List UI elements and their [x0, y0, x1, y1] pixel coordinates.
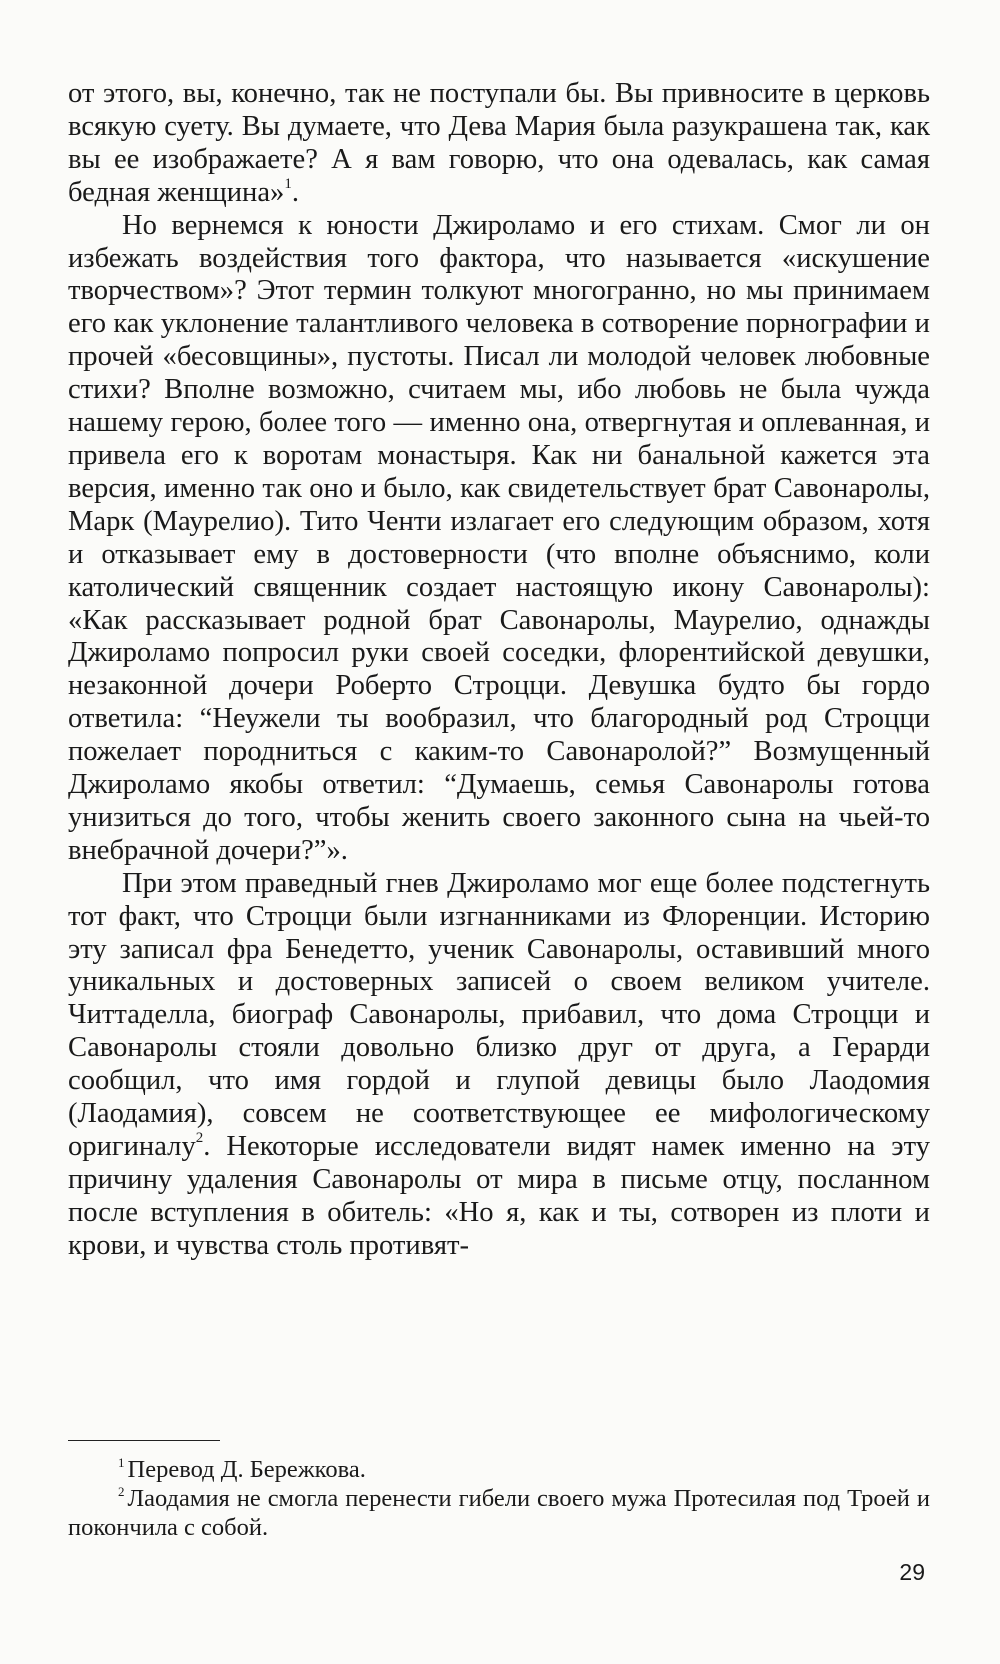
footnote-divider — [68, 1440, 220, 1441]
paragraph-2 — [68, 210, 930, 868]
paragraph-text: . Некоторые исследователи видят намек именно на эту причину удаления Савонаролы от мира в письме отцу, посланном после вступления в обитель: «Но я, как и ты, сотворен из плоти и крови, и чувства столь противят- — [68, 1131, 930, 1261]
paragraph-1 — [68, 78, 930, 210]
footnote-1 — [68, 1455, 930, 1484]
paragraph-text: Но вернемся к юности Джироламо и его стихам. Смог ли он избежать воздействия того фактора, что называется «искушение творчеством»? Этот термин толкуют многогранно, но мы принимаем его как уклонение талантливого человека в сотворение порнографии и прочей «бесовщины», пустоты. Писал ли молодой человек любовные стихи? Вполне возможно, считаем мы, ибо любовь не была чужда нашему герою, более того — именно она, отвергнутая и оплеванная, и привела его к воротам монастыря. Как ни банальной кажется эта версия, именно так оно и было, как свидетельствует брат Савонаролы, Марк (Маурелио). Тито Ченти излагает его следующим образом, хотя и отказывает ему в достоверности (что вполне объяснимо, коли католический священник создает настоящую икону Савонаролы): «Как рассказывает родной брат Савонаролы, Маурелио, однажды Джироламо попросил руки своей соседки, флорентийской девушки, незаконной дочери Роберто Строцци. Девушка будто бы гордо ответила: “Неужели ты вообразил, что благородный род Строцци пожелает породниться с каким-то Савонаролой?” Возмущенный Джироламо якобы ответил: “Думаешь, семья Савонаролы готова унизиться до того, чтобы женить своего законного сына на чьей-то внебрачной дочери?”». — [68, 209, 930, 866]
footnote-mark: 1 — [118, 1454, 125, 1470]
footnote-text: Перевод Д. Бережкова. — [127, 1456, 366, 1483]
footnote-ref-2: 2 — [195, 1130, 204, 1147]
paragraph-3 — [68, 868, 930, 1263]
paragraph-text: от этого, вы, конечно, так не поступали бы. Вы привносите в церковь всякую суету. Вы думаете, что Дева Мария была разукрашена так, как вы ее изображаете? А я вам говорю, что она одевалась, как самая бедная женщина» — [68, 78, 930, 208]
page-number: 29 — [899, 1559, 925, 1585]
main-text — [68, 78, 930, 1263]
footnote-mark: 2 — [118, 1483, 125, 1499]
footnote-ref-1: 1 — [284, 176, 292, 193]
paragraph-text: При этом праведный гнев Джироламо мог еще более подстегнуть тот факт, что Строцци были изгнанниками из Флоренции. Историю эту записал фра Бенедетто, ученик Савонаролы, оставивший много уникальных и достоверных записей о своем великом учителе. Читтаделла, биограф Савонаролы, прибавил, что дома Строцци и Савонаролы стояли довольно близко друг от друга, а Герарди сообщил, что имя гордой и глупой девицы было Лаодомия (Лаодамия), совсем не соответствующее ее мифологическому оригиналу — [68, 867, 930, 1162]
paragraph-text: . — [291, 176, 299, 208]
footnote-text: Лаодамия не смогла перенести гибели своего мужа Протесилая под Троей и покончила с собой. — [68, 1485, 930, 1541]
footnote-2 — [68, 1484, 930, 1542]
footnotes — [68, 1455, 930, 1542]
